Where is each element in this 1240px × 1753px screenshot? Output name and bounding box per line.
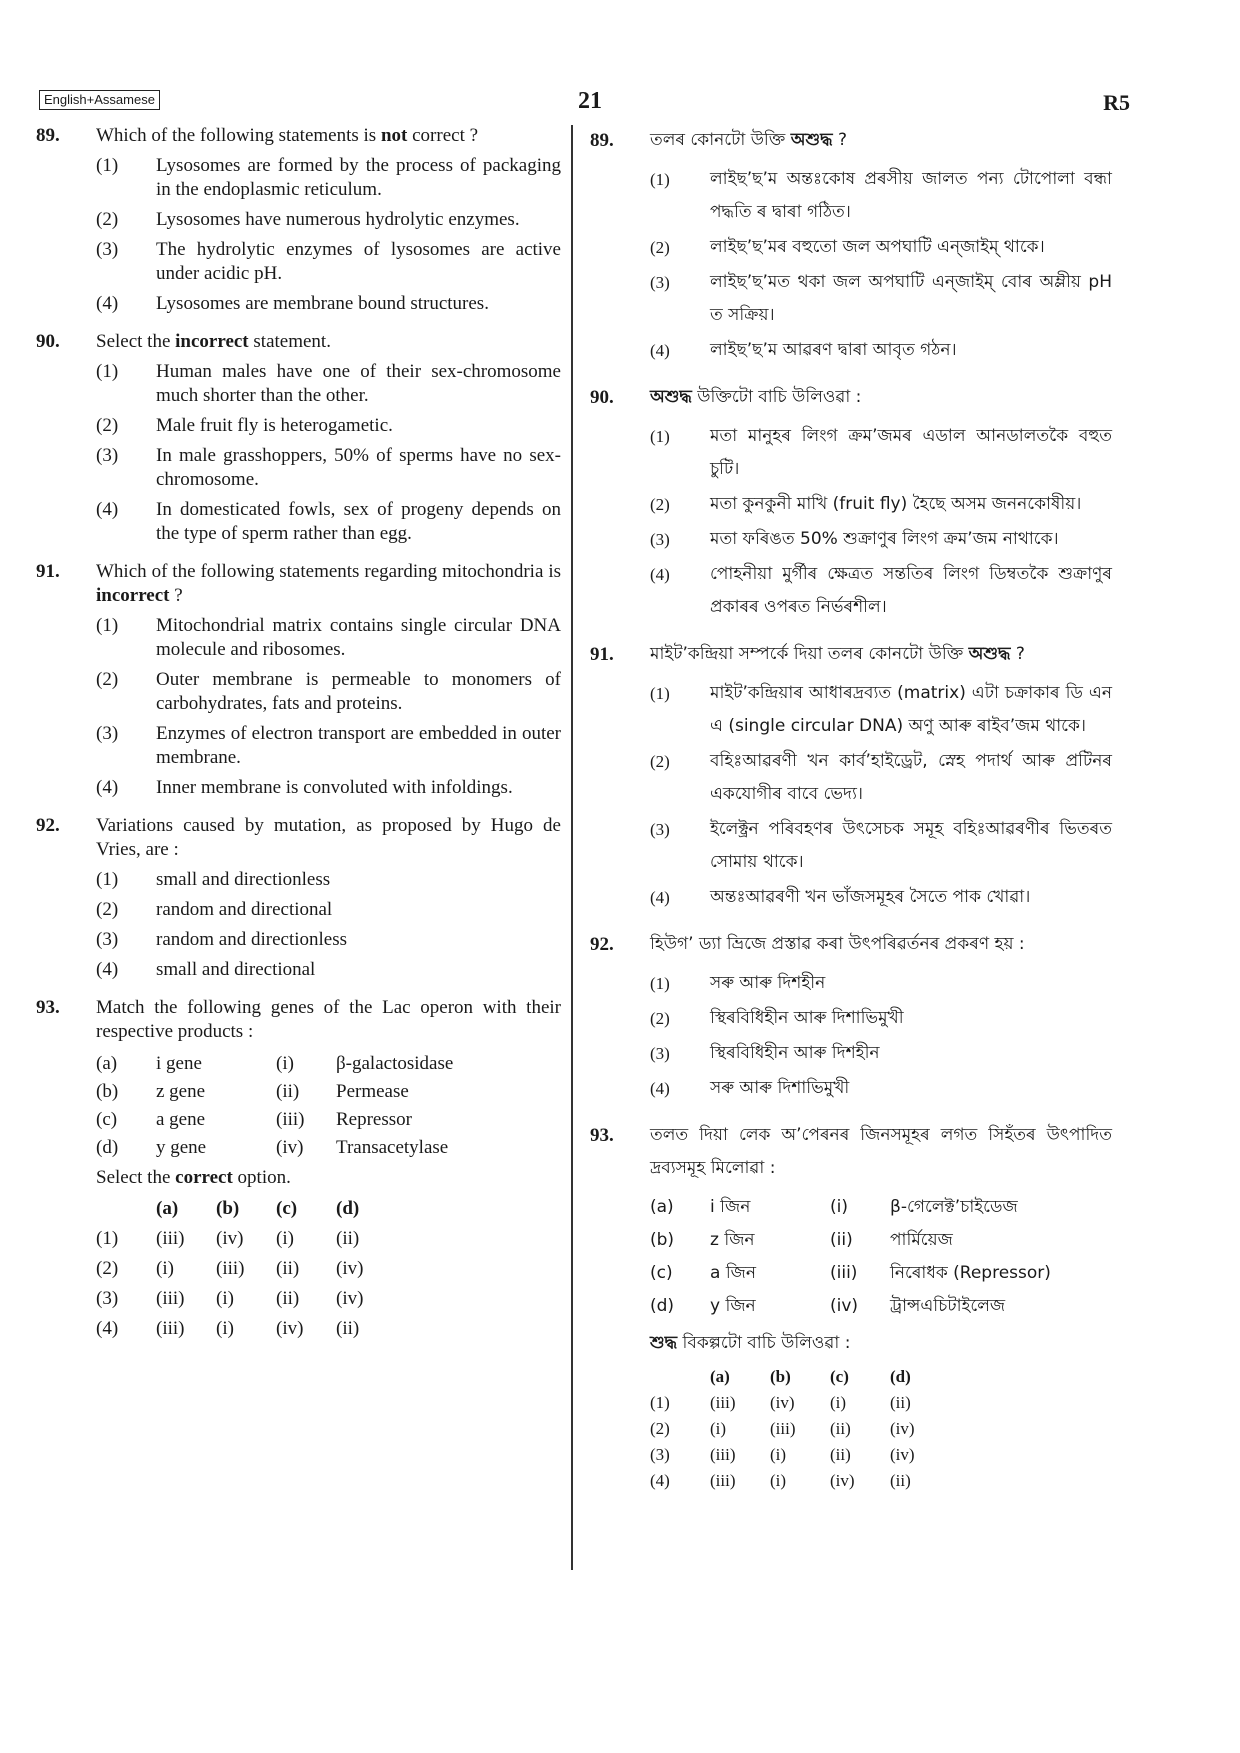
answer-row: (4) (iii) (i) (iv) (ii) <box>96 1318 360 1339</box>
answer-row: (1) (iii) (iv) (i) (ii) <box>96 1228 360 1249</box>
option: (4) পোহনীয়া মুৰ্গীৰ ক্ষেত্ৰত সন্ততিৰ লিংগ ডিম্বতকৈ শুক্ৰাণুৰ প্ৰকাৰৰ ওপৰত নিৰ্ভৰশীল। <box>650 564 1112 617</box>
option: (1) লাইছ’ছ’ম অন্তঃকোষ প্ৰৰসীয় জালত পন্য টোপোলা বন্ধা পদ্ধতি ৰ দ্বাৰা গঠিত। <box>650 169 1112 222</box>
option: (1) Human males have one of their sex-chromosome much shorter than the other. <box>96 361 561 406</box>
option: (3) ইলেক্ট্ৰন পৰিবহণৰ উৎসেচক সমূহ বহিঃআৱৰণীৰ ভিতৰত সোমায় থাকে। <box>650 819 1112 872</box>
option: (1) Lysosomes are formed by the process of packaging in the endoplasmic reticulum. <box>96 155 561 200</box>
match-table <box>650 1191 1051 1323</box>
option: (2) Male fruit fly is heterogametic. <box>96 415 393 436</box>
match-row: (b) z gene (ii) Permease <box>96 1081 409 1102</box>
answer-row: (2) (i) (iii) (ii) (iv) <box>650 1419 915 1438</box>
question-number: 89. <box>590 130 614 151</box>
option: (4) In domesticated fowls, sex of progeny depends on the type of sperm rather than egg. <box>96 499 561 544</box>
match-row: (b) z জিন (ii) পাৰ্মিয়েজ <box>650 1230 953 1250</box>
question-text: Which of the following statements is not correct ? <box>96 125 479 146</box>
option: (2) বহিঃআৱৰণী খন কাৰ্ব’হাইড্ৰেট, স্নেহ পদাৰ্থ আৰু প্ৰটিনৰ একযোগীৰ বাবে ভেদ্য। <box>650 751 1112 804</box>
booklet-code: R5 <box>1103 90 1130 115</box>
answer-header-row: (a) (b) (c) (d) <box>156 1198 360 1219</box>
match-row: (c) a জিন (iii) নিৰোধক (Repressor) <box>650 1263 1051 1283</box>
question-number: 91. <box>590 644 614 665</box>
question-91-as <box>590 638 1112 914</box>
answer-row: (3) (iii) (i) (ii) (iv) <box>650 1445 915 1464</box>
question-text: মাইট’কন্দ্ৰিয়া সম্পৰ্কে দিয়া তলৰ কোনটো উক্তি অশুদ্ধ ? <box>650 644 1025 664</box>
match-row: (a) i gene (i) β-galactosidase <box>96 1053 454 1074</box>
question-number: 90. <box>590 387 614 408</box>
question-number: 91. <box>36 561 60 582</box>
match-row: (d) y জিন (iv) ট্ৰান্সএচিটাইলেজ <box>650 1296 1006 1316</box>
option: (4) অন্তঃআৱৰণী খন ভাঁজসমূহৰ সৈতে পাক খোৱা। <box>650 887 1031 907</box>
question-92-as <box>590 928 1112 1105</box>
option: (2) মতা কুনকুনী মাখি (fruit fly) হৈছে অসম জননকোষীয়। <box>650 494 1082 514</box>
option: (3) Enzymes of electron transport are embedded in outer membrane. <box>96 723 561 768</box>
answer-row: (1) (iii) (iv) (i) (ii) <box>650 1393 911 1412</box>
answer-row: (3) (iii) (i) (ii) (iv) <box>96 1288 364 1309</box>
column-divider <box>571 125 573 1570</box>
option: (3) মতা ফৰিঙত 50% শুক্ৰাণুৰ লিংগ ক্ৰম’জম নাথাকে। <box>650 529 1059 549</box>
question-92-en <box>36 814 561 982</box>
question-number: 92. <box>36 815 60 836</box>
assamese-column <box>590 124 1112 1508</box>
option: (4) Inner membrane is convoluted with infoldings. <box>96 777 513 798</box>
option: (2) লাইছ’ছ’মৰ বহুতো জল অপঘাটি এন্জাইম্ থাকে। <box>650 237 1045 257</box>
question-89-as <box>590 124 1112 367</box>
select-instruction: Select the correct option. <box>96 1167 291 1188</box>
option: (3) In male grasshoppers, 50% of sperms have no sex-chromosome. <box>96 445 561 490</box>
option: (2) random and directional <box>96 899 333 920</box>
question-number: 93. <box>36 997 60 1018</box>
option: (1) মতা মানুহৰ লিংগ ক্ৰম’জমৰ এডাল আনডালতকৈ বহুত চুটি। <box>650 426 1112 479</box>
option: (3) random and directionless <box>96 929 348 950</box>
question-text: Match the following genes of the Lac operon with their respective products : <box>96 997 561 1042</box>
answer-options-table <box>96 1194 396 1344</box>
option: (2) Lysosomes have numerous hydrolytic enzymes. <box>96 209 520 230</box>
option: (3) স্থিৰবিধিহীন আৰু দিশহীন <box>650 1043 880 1063</box>
page-number: 21 <box>578 88 602 114</box>
question-number: 89. <box>36 125 60 146</box>
answer-row: (4) (iii) (i) (iv) (ii) <box>650 1471 911 1490</box>
question-text: তলত দিয়া লেক অ’পেৰনৰ জিনসমূহৰ লগত সিহঁতৰ উৎপাদিত দ্ৰব্যসমূহ মিলোৱা : <box>650 1125 1112 1178</box>
question-text: অশুদ্ধ উক্তিটো বাচি উলিওৱা : <box>650 387 862 407</box>
answer-header-row: (a) (b) (c) (d) <box>710 1367 911 1386</box>
question-text: হিউগ’ ড্যা ভ্ৰিজে প্ৰস্তাৱ কৰা উৎপৰিৱৰ্তনৰ প্ৰকৰণ হয় : <box>650 934 1025 954</box>
english-column <box>36 124 561 1358</box>
question-text: Select the incorrect statement. <box>96 331 331 352</box>
question-89-en <box>36 124 561 316</box>
match-row: (a) i জিন (i) β-গেলেক্ট’চাইডেজ <box>650 1197 1018 1217</box>
select-instruction: শুদ্ধ বিকল্পটো বাচি উলিওৱা : <box>650 1333 851 1353</box>
question-number: 92. <box>590 934 614 955</box>
question-90-as <box>590 381 1112 624</box>
option: (1) সৰু আৰু দিশহীন <box>650 973 826 993</box>
match-row: (c) a gene (iii) Repressor <box>96 1109 412 1130</box>
question-number: 90. <box>36 331 60 352</box>
question-91-en <box>36 560 561 800</box>
match-table <box>96 1050 453 1162</box>
question-93-en <box>36 996 561 1344</box>
option: (2) Outer membrane is permeable to monomers of carbohydrates, fats and proteins. <box>96 669 561 714</box>
question-text: Which of the following statements regarding mitochondria is incorrect ? <box>96 561 561 606</box>
answer-row: (2) (i) (iii) (ii) (iv) <box>96 1258 364 1279</box>
option: (3) লাইছ’ছ’মত থকা জল অপঘাটি এন্জাইম্ বোৰ অম্লীয় pH ত সক্ৰিয়। <box>650 272 1112 325</box>
question-text: তলৰ কোনটো উক্তি অশুদ্ধ ? <box>650 130 847 150</box>
match-row: (d) y gene (iv) Transacetylase <box>96 1137 449 1158</box>
option: (4) Lysosomes are membrane bound structures. <box>96 293 489 314</box>
option: (4) সৰু আৰু দিশাভিমুখী <box>650 1078 850 1098</box>
option: (3) The hydrolytic enzymes of lysosomes are active under acidic pH. <box>96 239 561 284</box>
option: (2) স্থিৰবিধিহীন আৰু দিশাভিমুখী <box>650 1008 904 1028</box>
option: (4) লাইছ’ছ’ম আৱৰণ দ্বাৰা আবৃত গঠন। <box>650 340 957 360</box>
question-text: Variations caused by mutation, as proposed by Hugo de Vries, are : <box>96 815 561 860</box>
option: (4) small and directional <box>96 959 316 980</box>
answer-options-table <box>650 1364 950 1494</box>
question-90-en <box>36 330 561 546</box>
option: (1) মাইট’কন্দ্ৰিয়াৰ আধাৰদ্ৰব্যত (matrix) এটা চক্ৰাকাৰ ডি এন এ (single circular DNA) অণু আৰু ৰাইব’জম থাকে। <box>650 683 1112 736</box>
question-number: 93. <box>590 1125 614 1146</box>
question-93-as <box>590 1119 1112 1494</box>
option: (1) small and directionless <box>96 869 331 890</box>
language-tag: English+Assamese <box>39 90 160 110</box>
option: (1) Mitochondrial matrix contains single circular DNA molecule and ribosomes. <box>96 615 561 660</box>
